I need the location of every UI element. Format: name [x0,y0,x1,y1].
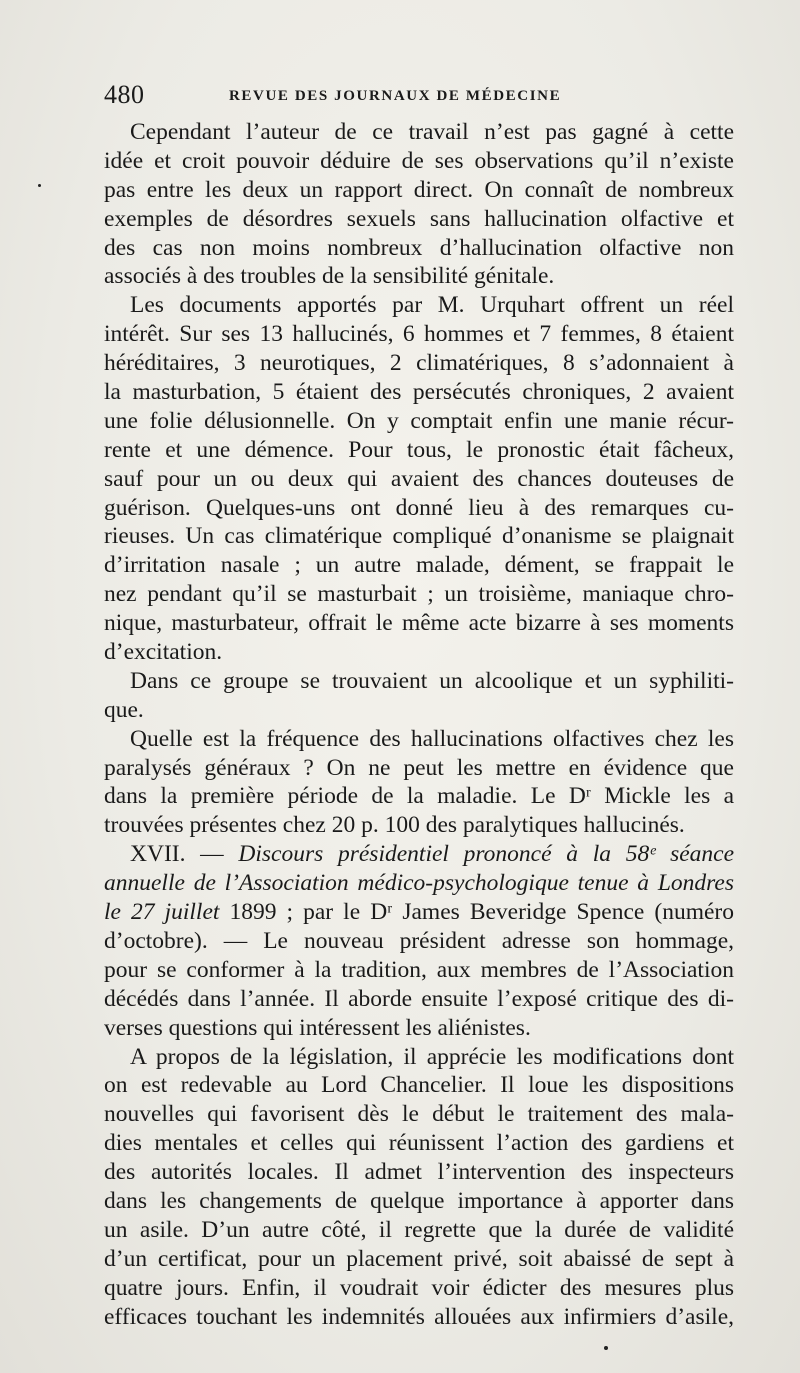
text-line: dans les changements de quelque importance à apporter dans [104,1187,734,1214]
text-line: la masturbation, 5 étaient des persécutés chroniques, 2 avaient [104,379,734,406]
text-line: d’excitation. [104,639,223,666]
text-line: A propos de la législation, il apprécie les modifications dont [130,1043,734,1070]
text-line: nez pendant qu’il se masturbait ; un troisième, maniaque chro- [104,581,734,608]
text-line: efficaces touchant les indemnités allouées aux infirmiers d’asile, [104,1303,734,1330]
text-line: le 27 juillet 1899 ; par le Dʳ James Beveridge Spence (numéro [104,899,734,926]
text-line: dies mentales et celles qui réunissent l’action des gardiens et [104,1130,734,1157]
text-line: nique, masturbateur, offrait le même acte bizarre à ses moments [104,610,734,637]
text-line [104,869,734,898]
text-line: des cas non moins nombreux d’hallucination olfactive non [104,234,734,261]
running-head: REVUE DES JOURNAUX DE MÉDECINE [229,88,562,104]
text-line: associés à des troubles de la sensibilité génitale. [104,263,555,290]
text-line: XVII. — Discours présidentiel prononcé à la 58ᵉ séance [130,841,735,868]
text-line: guérison. Quelques-uns ont donné lieu à des remarques cu- [104,494,734,521]
text-line: rente et une démence. Pour tous, le pronostic était fâcheux, [104,436,734,463]
text-line: Les documents apportés par M. Urquhart offrent un réel [130,292,734,319]
text-line: Quelle est la fréquence des hallucinations olfactives chez les [130,725,734,752]
print-speck [604,1346,608,1350]
text-line: dans la première période de la maladie. Le Dʳ Mickle les a [104,783,734,810]
text-line: verses questions qui intéressent les aliénistes. [104,1014,531,1041]
text-line: trouvées présentes chez 20 p. 100 des paralytiques hallucinés. [104,812,685,839]
text-line: pour se conformer à la tradition, aux membres de l’Association [104,956,734,983]
text-line: rieuses. Un cas climatérique compliqué d’onanisme se plaignait [104,523,734,550]
text-line: d’irritation nasale ; un autre malade, dément, se frappait le [104,552,734,579]
text-line: on est redevable au Lord Chancelier. Il loue les dispositions [104,1072,734,1099]
text-line: d’octobre). — Le nouveau président adresse son hommage, [104,927,734,954]
text-line: idée et croit pouvoir déduire de ses observations qu’il n’existe [104,147,734,174]
text-line: que. [104,696,144,723]
italic-title: le 27 juillet [104,899,220,926]
text-line: sauf pour un ou deux qui avaient des chances douteuses de [104,465,734,492]
italic-title: annuelle de l’Association médico-psychologique tenue à Londres [104,870,734,897]
page-header [104,80,744,114]
text-line: pas entre les deux un rapport direct. On connaît de nombreux [104,176,734,203]
text-line: Cependant l’auteur de ce travail n’est pas gagné à cette [130,119,734,145]
print-speck [38,184,41,187]
text-line: des autorités locales. Il admet l’intervention des inspecteurs [104,1159,734,1186]
text-line: une folie délusionnelle. On y comptait enfin une manie récur- [104,407,734,434]
text-line: quatre jours. Enfin, il voudrait voir édicter des mesures plus [104,1274,734,1301]
italic-title: Discours présidentiel prononcé à la 58ᵉ séance [238,841,735,868]
text-line: intérêt. Sur ses 13 hallucinés, 6 hommes et 7 femmes, 8 étaient [104,321,734,348]
text-line: un asile. D’un autre côté, il regrette que la durée de validité [104,1216,734,1243]
text-line: d’un certificat, pour un placement privé, soit abaissé de sept à [104,1245,734,1272]
text-line: exemples de désordres sexuels sans hallucination olfactive et [104,205,734,232]
body-text [104,118,734,1331]
text-line: Dans ce groupe se trouvaient un alcoolique et un syphiliti- [130,667,734,694]
text-line: héréditaires, 3 neurotiques, 2 climatériques, 8 s’adonnaient à [104,350,734,377]
text-line: nouvelles qui favorisent dès le début le traitement des mala- [104,1101,734,1128]
text-line: paralysés généraux ? On ne peut les mettre en évidence que [104,754,734,781]
page-number: 480 [104,80,145,109]
text-line: décédés dans l’année. Il aborde ensuite l’exposé critique des di- [104,985,734,1012]
